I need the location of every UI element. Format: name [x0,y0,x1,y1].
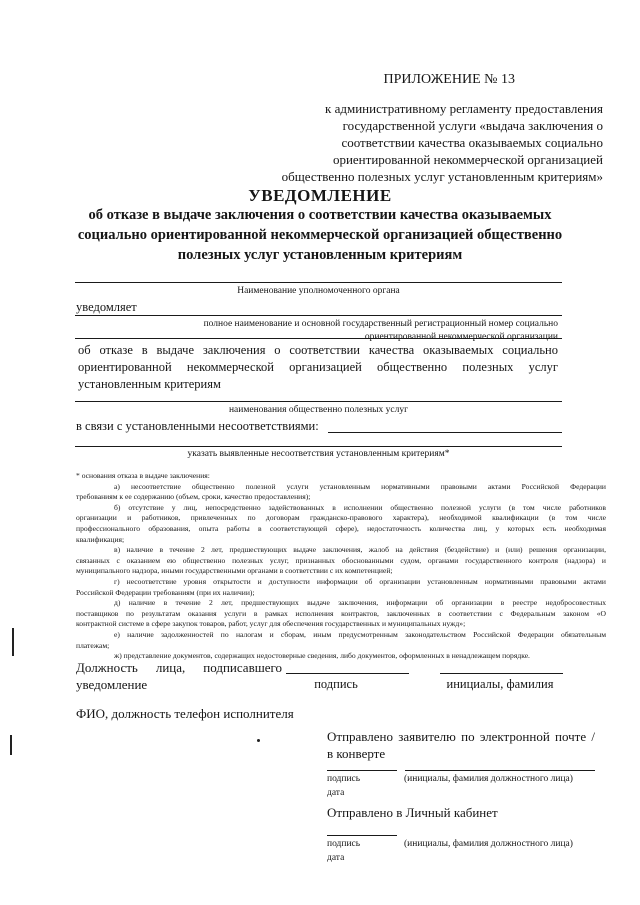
sent-email-date-caption: дата [327,788,345,798]
footnote-line: б) отсутствие у лиц, непосредственно задействованных в исполнении общественно полезной услуги (в том числе работников [114,502,606,512]
regulation-line: государственной услуги «выдача заключения о [342,118,603,133]
executor-label: ФИО, должность телефон исполнителя [76,706,294,721]
subtitle-line: социально ориентированной некоммерческой организацией общественно [77,227,563,243]
document-title: УВЕДОМЛЕНИЕ [248,186,392,205]
sent-cabinet-date-caption: дата [327,853,345,863]
sent-cabinet-text: Отправлено в Личный кабинет [327,805,498,820]
initials-caption: инициалы, фамилия [446,677,554,691]
subtitle-line: об отказе в выдаче заключения о соответствии качества оказываемых [88,207,552,223]
org-caption [140,318,558,344]
sent-email-signature-line [327,770,397,771]
footnote-line: требованиям к ее содержанию (объем, сроки, качество предоставления); [76,492,311,502]
footnote-line: в) наличие в течение 2 лет, предшествующих выдаче заключения, жалоб на действия (бездействие) и (или) решения организации, [114,545,606,555]
signature-caption: подпись [314,677,358,691]
footnote-line: г) несоответствие уровня открытости и доступности информации об организации установленным нормативными правовыми актами [114,576,606,586]
scan-dot [257,739,260,742]
services-line [75,401,562,402]
sent-cabinet-signature-line [327,835,397,836]
footnote-line: квалификация; [76,534,125,544]
sent-email-line: Отправлено заявителю по электронной почте / [327,729,595,744]
mismatch-line [75,446,562,447]
notifies-underline [75,315,562,316]
footnote-line: платежам; [76,640,110,650]
regulation-line: к административному регламенту предоставления [325,101,603,116]
footnote-line: а) несоответствие общественно полезной услуги установленным нормативными правовыми актами Российской Федерации [114,481,606,491]
signatory-position [76,659,282,693]
refusal-line: установленным критериям [78,377,221,391]
refusal-line: ориентированной некоммерческой организацией общественно полезных услуг [78,360,558,374]
footnote-line: организации и работников, привлеченных по договорам гражданско-правового характера), необходимой квалификации (в том числе [76,513,606,523]
signatory-position-line: уведомление [76,677,148,692]
subtitle-line: полезных услуг установленным критериям [177,247,463,263]
sent-email-initials-caption: (инициалы, фамилия должностного лица) [404,774,573,784]
services-caption: наименования общественно полезных услуг [228,405,409,415]
footnote-line: поставщиков по результатам оказания услуги в рамках исполнения контрактов, заключенных в соответствии с Федеральным законом «О [76,608,606,618]
refusal-line: об отказе в выдаче заключения о соответствии качества оказываемых социально [78,343,558,357]
footnote-block [76,471,606,662]
footnote-line: Российской Федерации требованиям (при их наличии); [76,587,255,597]
regulation-reference [260,100,603,185]
regulation-line: соответствии качества оказываемых социально [341,135,603,150]
sent-email-line: в конверте [327,746,386,761]
refusal-text [78,342,558,393]
regulation-line: общественно полезных услуг установленным критериям» [281,169,603,184]
sent-cabinet-signature-caption: подпись [327,839,361,849]
scan-edge-mark [10,735,12,755]
in-connection-label: в связи с установленными несоответствиями: [76,419,319,433]
sent-email-initials-line [405,770,595,771]
authority-line [75,282,562,283]
initials-line [440,673,563,674]
in-connection-underline [328,432,562,433]
sent-email-text [327,728,595,762]
signatory-position-line: Должность лица, подписавшего [76,660,282,675]
scan-edge-mark [12,628,14,656]
footnote-line: связанных с оказанием ею общественно полезных услуг, признанных обоснованными судом, органами государственного контроля (надзора) и [76,555,606,565]
footnote-line: е) наличие задолженностей по налогам и сборам, иным предусмотренным законодательством Российской Федерации обязательным [114,629,606,639]
mismatch-caption: указать выявленные несоответствия установленным критериям* [187,449,450,459]
sent-cabinet-initials-caption: (инициалы, фамилия должностного лица) [404,839,573,849]
appendix-number: ПРИЛОЖЕНИЕ № 13 [383,72,515,87]
footnote-line: ж) представление документов, содержащих недостоверные сведения, либо документов, оформленных в ненадлежащем порядке. [114,651,530,661]
footnote-line: профессионального образования, опыта работы в соответствующей сфере), недостаточность количества лиц, у которых есть необходимая [76,523,606,533]
notifies-label: уведомляет [76,300,137,314]
signature-line [286,673,409,674]
org-caption-line: ориентированной некоммерческой организации [364,332,558,342]
authority-caption: Наименование уполномоченного органа [237,286,400,296]
sent-email-signature-caption: подпись [327,774,361,784]
footnote-line: контрактной системе в сфере закупок товаров, работ, услуг для обеспечения государственных и муниципальных нужд»; [76,619,466,629]
document-subtitle [40,205,600,265]
footnote-line: муниципального надзора, иными государственными органами в соответствии с их компетенцией; [76,566,393,576]
org-underline [75,338,562,339]
footnote-intro: * основания отказа в выдаче заключения: [76,471,210,480]
org-caption-line: полное наименование и основной государственный регистрационный номер социально [203,319,558,329]
regulation-line: ориентированной некоммерческой организацией [332,152,603,167]
footnote-line: д) наличие в течение 2 лет, предшествующих выдаче заключения, информации об организации в реестре недобросовестных [114,598,606,608]
